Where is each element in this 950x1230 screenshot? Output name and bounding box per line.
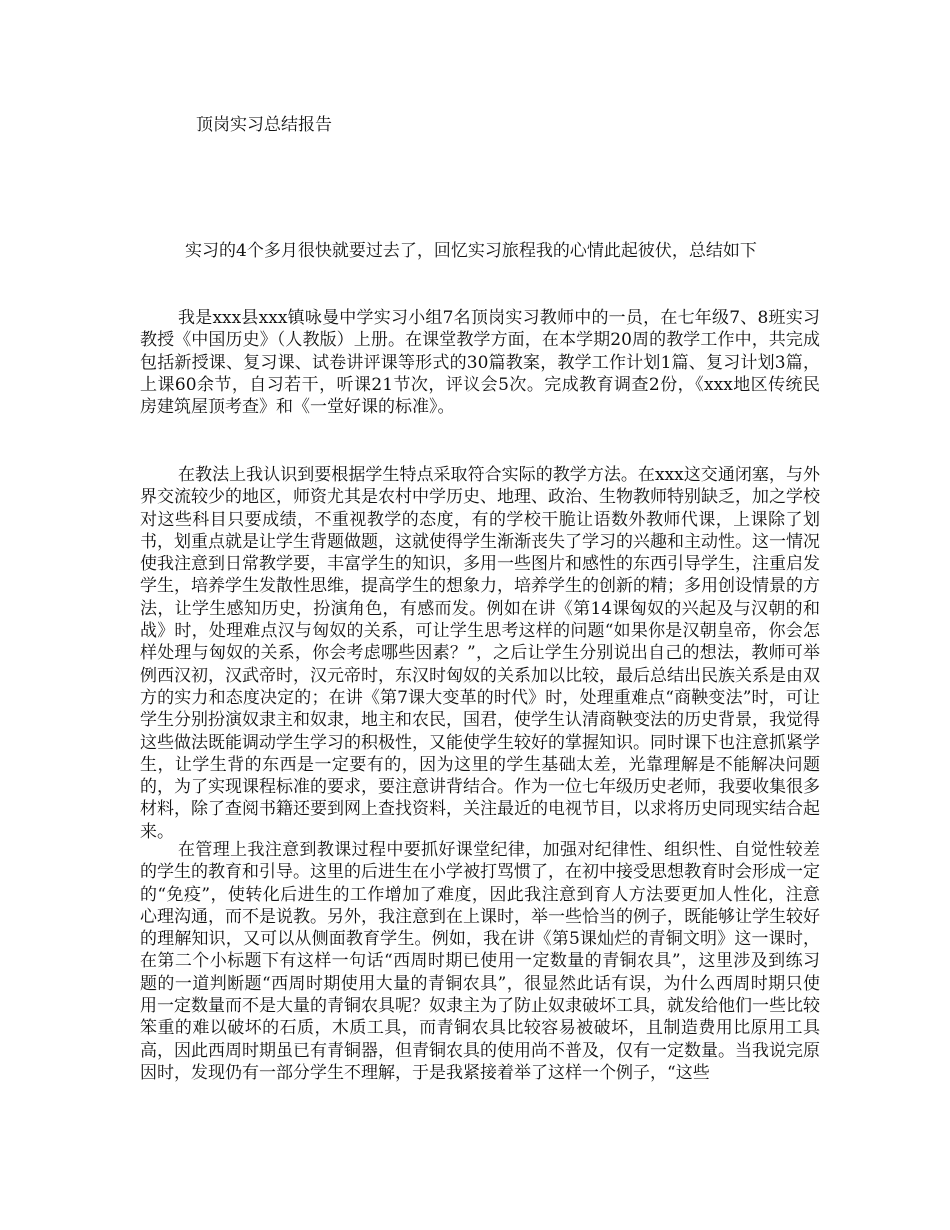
paragraph-teaching-methods: 在教法上我认识到要根据学生特点采取符合实际的教学方法。在xxx这交通闭塞，与外界交流较少的地区，师资尤其是农村中学历史、地理、政治、生物教师特别缺乏，加之学校对这些科目只要成绩，不重视教学的态度，有的学校干脆让语数外教师代课，上课除了划书，划重点就是让学生背题做题，这就使得学生渐渐丧失了学习的兴趣和主动性。这一情况使我注意到日常教学要，丰富学生的知识，多用一些图片和感性的东西引导学生，注重启发学生，培养学生发散性思维，提高学生的想象力，培养学生的创新的精；多用创设情景的方法，让学生感知历史，扮演角色，有感而发。例如在讲《第14课匈奴的兴起及与汉朝的和战》时，处理难点汉与匈奴的关系，可让学生思考这样的问题“如果你是汉朝皇帝，你会怎样处理与匈奴的关系，你会考虑哪些因素？”，之后让学生分别说出自己的想法，教师可举例西汉初，汉武帝时，汉元帝时，东汉时匈奴的关系加以比较，最后总结出民族关系是由双方的实力和态度决定的；在讲《第7课大变革的时代》时，处理重难点“商鞅变法”时，可让学生分别扮演奴隶主和奴隶，地主和农民，国君，使学生认清商鞅变法的历史背景，我觉得这些做法既能调动学生学习的积极性，又能使学生较好的掌握知识。同时课下也注意抓紧学生，让学生背的东西是一定要有的，因为这里的学生基础太差，光靠理解是不能解决问题的，为了实现课程标准的要求，要注意讲背结合。作为一位七年级历史老师，我要收集很多材料，除了查阅书籍还要到网上查找资料，关注最近的电视节目，以求将历史同现实结合起来。 (140, 465, 820, 842)
paragraph-teaching-summary: 我是xxx县xxx镇咏曼中学实习小组7名顶岗实习教师中的一员，在七年级7、8班实习教授《中国历史》（人教版）上册。在课堂教学方面，在本学期20周的教学工作中，共完成包括新授课、复习课、试卷讲评课等形式的30篇教案，教学工作计划1篇、复习计划3篇，上课60余节，自习若干，听课21节次，评议会5次。完成教育调查2份，《xxx地区传统民房建筑屋顶考查》和《一堂好课的标准》。 (140, 308, 820, 418)
intro-paragraph: 实习的4个多月很快就要过去了，回忆实习旅程我的心情此起彼伏，总结如下 (185, 241, 757, 261)
paragraph-class-management: 在管理上我注意到教课过程中要抓好课堂纪律，加强对纪律性、组织性、自觉性较差的学生的教育和引导。这里的后进生在小学被打骂惯了，在初中接受思想教育时会形成一定的“免疫”，使转化后进生的工作增加了难度，因此我注意到育人方法要更加人性化，注意心理沟通，而不是说教。另外，我注意到在上课时，举一些恰当的例子，既能够让学生较好的理解知识，又可以从侧面教育学生。例如，我在讲《第5课灿烂的青铜文明》这一课时，在第二个小标题下有这样一句话“西周时期已使用一定数量的青铜农具”，这里涉及到练习题的一道判断题“西周时期使用大量的青铜农具”，很显然此话有误，为什么西周时期只使用一定数量而不是大量的青铜农具呢？奴隶主为了防止奴隶破坏工具，就发给他们一些比较笨重的难以破坏的石质，木质工具，而青铜农具比较容易被破坏，且制造费用比原用工具高，因此西周时期虽已有青铜器，但青铜农具的使用尚不普及，仅有一定数量。当我说完原因时，发现仍有一部分学生不理解，于是我紧接着举了这样一个例子，“这些 (140, 840, 820, 1083)
document-title: 顶岗实习总结报告 (196, 115, 332, 135)
